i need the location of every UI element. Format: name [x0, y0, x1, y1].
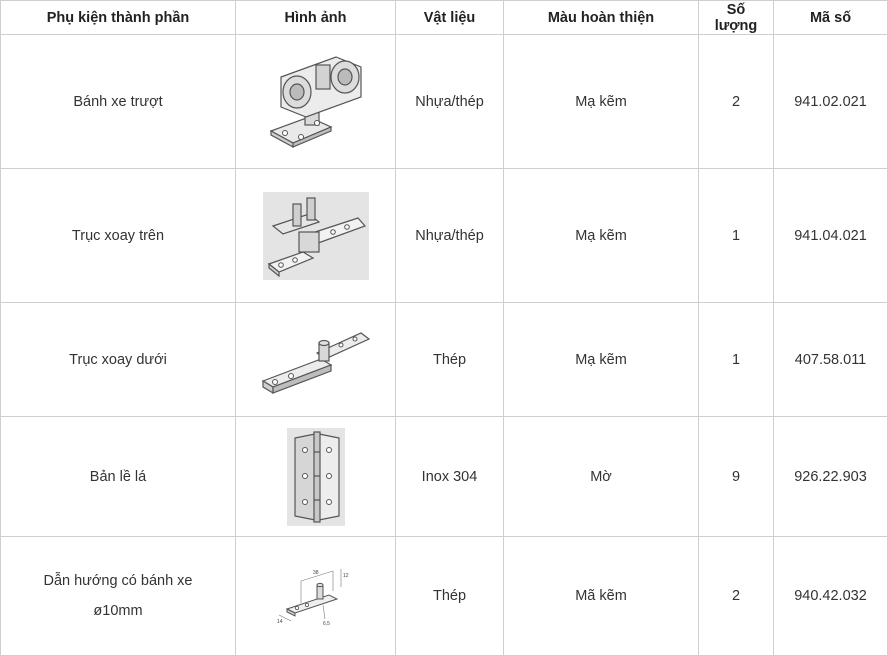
top-pivot-icon: [263, 192, 369, 280]
component-image-cell: [236, 169, 396, 303]
sliding-roller-icon: [261, 47, 371, 157]
component-code: 926.22.903: [774, 417, 888, 537]
table-row: [1, 35, 888, 169]
component-image-cell: [236, 303, 396, 417]
butt-hinge-icon: [287, 428, 345, 526]
component-quantity: 2: [699, 537, 774, 656]
component-material: Nhựa/thép: [396, 169, 504, 303]
component-name: Bánh xe trượt: [1, 35, 236, 169]
header-code: Mã số: [774, 1, 888, 35]
header-finish: Màu hoàn thiện: [504, 1, 699, 35]
component-name-line2: ø10mm: [93, 603, 143, 619]
table-row: [1, 417, 888, 537]
component-code: 941.02.021: [774, 35, 888, 169]
dim-label-c: 14: [276, 619, 283, 625]
table-row: [1, 303, 888, 417]
component-finish: Mã kẽm: [504, 537, 699, 656]
wheel-guide-icon: [273, 565, 359, 627]
bottom-pivot-icon: [261, 319, 371, 401]
component-quantity: 1: [699, 169, 774, 303]
component-finish: Mạ kẽm: [504, 35, 699, 169]
component-name: Trục xoay dưới: [1, 303, 236, 417]
dim-label-d: 6,5: [322, 621, 330, 627]
component-finish: Mạ kẽm: [504, 303, 699, 417]
component-finish: Mờ: [504, 417, 699, 537]
component-code: 940.42.032: [774, 537, 888, 656]
component-code: 407.58.011: [774, 303, 888, 417]
header-quantity: Số lượng: [699, 1, 774, 35]
component-name: Trục xoay trên: [1, 169, 236, 303]
component-image-cell: [236, 35, 396, 169]
component-name-cell: [1, 537, 236, 656]
component-name: Bản lề lá: [1, 417, 236, 537]
component-material: Inox 304: [396, 417, 504, 537]
table-row: [1, 537, 888, 656]
component-name-line1: Dẫn hướng có bánh xe: [43, 573, 193, 589]
component-quantity: 9: [699, 417, 774, 537]
table-header-row: [1, 1, 888, 35]
component-image-cell: [236, 537, 396, 656]
component-code: 941.04.021: [774, 169, 888, 303]
component-material: Nhựa/thép: [396, 35, 504, 169]
header-material: Vật liệu: [396, 1, 504, 35]
dim-label-b: 12: [342, 573, 349, 579]
component-material: Thép: [396, 537, 504, 656]
component-quantity: 2: [699, 35, 774, 169]
component-image-cell: [236, 417, 396, 537]
component-quantity: 1: [699, 303, 774, 417]
component-material: Thép: [396, 303, 504, 417]
header-component: Phụ kiện thành phần: [1, 1, 236, 35]
table-row: [1, 169, 888, 303]
component-finish: Mạ kẽm: [504, 169, 699, 303]
header-image: Hình ảnh: [236, 1, 396, 35]
dim-label-a: 38: [312, 570, 319, 576]
